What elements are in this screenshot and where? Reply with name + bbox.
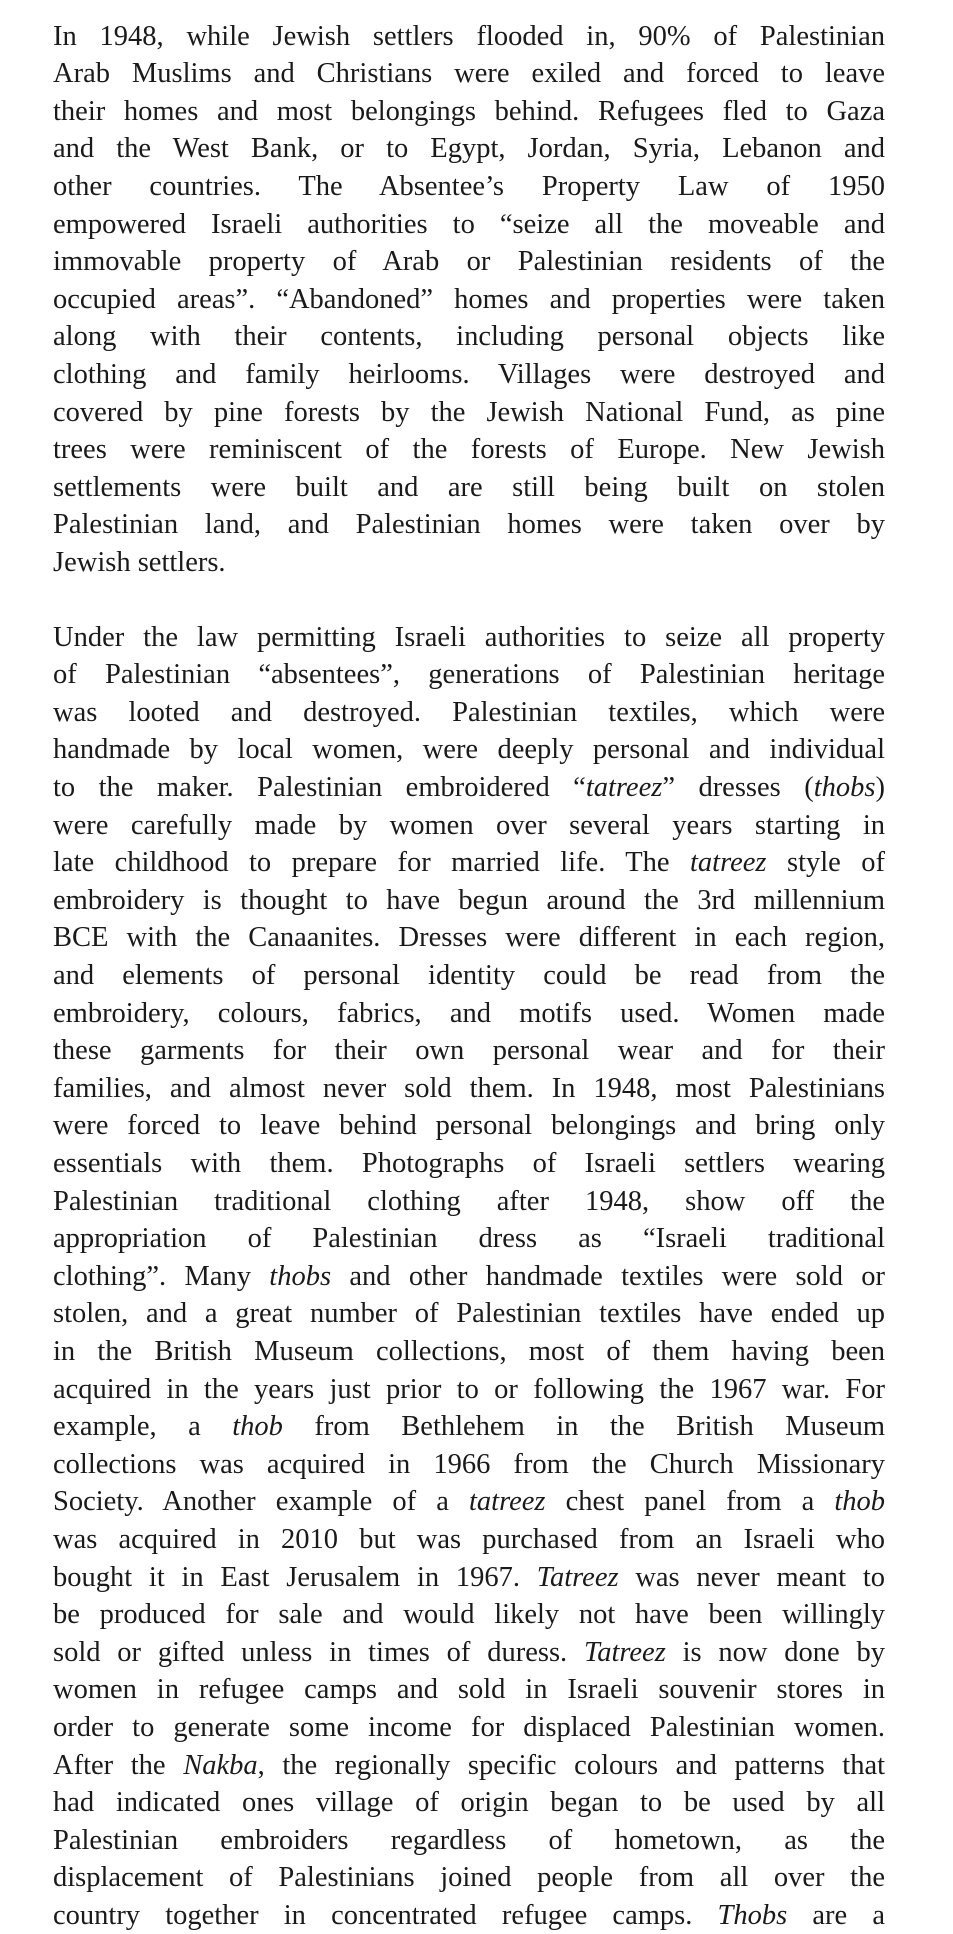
- italic-term: Thobs: [717, 1899, 788, 1931]
- text-run: their homes and most belongings behind. Refugees fled to Gaza: [53, 95, 885, 127]
- text-line: [53, 1070, 885, 1108]
- text-run: chest panel from a: [545, 1486, 835, 1518]
- document-page: [53, 0, 885, 1934]
- text-line: [53, 694, 885, 732]
- text-run: and elements of personal identity could be read from the: [53, 960, 885, 992]
- text-run: immovable property of Arab or Palestinian residents of the: [53, 246, 885, 278]
- text-line: [53, 431, 885, 469]
- text-run: trees were reminiscent of the forests of Europe. New Jewish: [53, 434, 885, 466]
- text-run: late childhood to prepare for married life. The: [53, 847, 691, 879]
- text-run: women in refugee camps and sold in Israeli souvenir stores in: [53, 1674, 885, 1706]
- italic-term: thob: [232, 1411, 283, 1443]
- text-line: [53, 731, 885, 769]
- text-run: bought it in East Jerusalem in 1967.: [53, 1561, 537, 1593]
- text-run: of Palestinian “absentees”, generations of Palestinian heritage: [53, 659, 885, 691]
- text-line: [53, 18, 885, 56]
- text-run: ” dresses (: [662, 772, 814, 804]
- text-run: Society. Another example of a: [53, 1486, 469, 1518]
- text-run: After the: [53, 1749, 184, 1781]
- text-line: [53, 1747, 885, 1785]
- text-run: settlements were built and are still being built on stolen: [53, 471, 885, 503]
- text-run: displacement of Palestinians joined people from all over the: [53, 1862, 885, 1894]
- text-line: [53, 1107, 885, 1145]
- text-run: empowered Israeli authorities to “seize all the moveable and: [53, 208, 885, 240]
- text-run: was acquired in 2010 but was purchased from an Israeli who: [53, 1523, 885, 1555]
- text-line: [53, 1897, 885, 1934]
- italic-term: thobs: [269, 1260, 332, 1292]
- text-line: [53, 469, 885, 507]
- text-line: [53, 1822, 885, 1860]
- text-run: and other handmade textiles were sold or: [331, 1260, 885, 1292]
- text-line: [53, 1521, 885, 1559]
- document-body: [53, 18, 885, 1934]
- italic-term: Tatreez: [583, 1636, 666, 1668]
- text-run: In 1948, while Jewish settlers flooded in, 90% of Palestinian: [53, 20, 885, 52]
- text-line: [53, 995, 885, 1033]
- text-line: [53, 957, 885, 995]
- text-run: in the British Museum collections, most of them having been: [53, 1335, 885, 1367]
- text-line: [53, 93, 885, 131]
- text-run: these garments for their own personal wear and for their: [53, 1035, 885, 1067]
- text-run: ): [875, 772, 885, 804]
- text-run: occupied areas”. “Abandoned” homes and properties were taken: [53, 283, 885, 315]
- text-run: Palestinian land, and Palestinian homes were taken over by: [53, 509, 885, 541]
- cutoff-previous-line: [53, 0, 885, 18]
- text-line: [53, 1295, 885, 1333]
- text-run: are a: [787, 1899, 885, 1931]
- text-line: [53, 356, 885, 394]
- text-run: from Bethlehem in the British Museum: [282, 1411, 885, 1443]
- italic-term: thobs: [813, 772, 876, 804]
- text-run: and the West Bank, or to Egypt, Jordan, Syria, Lebanon and: [53, 133, 885, 165]
- text-run: is now done by: [665, 1636, 885, 1668]
- text-run: be produced for sale and would likely not have been willingly: [53, 1599, 885, 1631]
- text-line: [53, 1333, 885, 1371]
- text-line: [53, 281, 885, 319]
- text-line: [53, 844, 885, 882]
- text-line: [53, 1032, 885, 1070]
- text-run: order to generate some income for displaced Palestinian women.: [53, 1711, 885, 1743]
- text-line: [53, 1859, 885, 1897]
- italic-term: Tatreez: [536, 1561, 619, 1593]
- italic-term: thob: [834, 1486, 885, 1518]
- text-line: [53, 506, 885, 544]
- text-line: [53, 1408, 885, 1446]
- text-line: [53, 1446, 885, 1484]
- text-run: clothing and family heirlooms. Villages were destroyed and: [53, 358, 885, 390]
- text-run: embroidery is thought to have begun around the 3rd millennium: [53, 884, 885, 916]
- text-run: were carefully made by women over several years starting in: [53, 809, 885, 841]
- text-line: [53, 1634, 885, 1672]
- text-run: , the regionally specific colours and patterns that: [257, 1749, 885, 1781]
- text-run: country together in concentrated refugee camps.: [53, 1899, 718, 1931]
- text-run: stolen, and a great number of Palestinian textiles have ended up: [53, 1298, 885, 1330]
- text-run: clothing”. Many: [53, 1260, 270, 1292]
- text-line: [53, 55, 885, 93]
- text-run: Arab Muslims and Christians were exiled and forced to leave: [53, 58, 885, 90]
- text-run: example, a: [53, 1411, 233, 1443]
- text-line: [53, 656, 885, 694]
- text-run: was looted and destroyed. Palestinian textiles, which were: [53, 696, 885, 728]
- text-run: Palestinian traditional clothing after 1948, show off the: [53, 1185, 885, 1217]
- text-run: sold or gifted unless in times of duress.: [53, 1636, 584, 1668]
- text-line: [53, 394, 885, 432]
- text-run: other countries. The Absentee’s Property Law of 1950: [53, 170, 885, 202]
- paragraph-1: [53, 18, 885, 582]
- text-run: handmade by local women, were deeply personal and individual: [53, 734, 885, 766]
- text-run: families, and almost never sold them. In 1948, most Palestinians: [53, 1072, 885, 1104]
- text-line: [53, 1671, 885, 1709]
- text-run: to the maker. Palestinian embroidered “: [53, 772, 586, 804]
- text-run: had indicated ones village of origin began to be used by all: [53, 1787, 885, 1819]
- text-line: [53, 619, 885, 657]
- text-line: [53, 130, 885, 168]
- text-line: [53, 1183, 885, 1221]
- text-line: [53, 243, 885, 281]
- paragraph-2: [53, 619, 885, 1934]
- text-line: [53, 318, 885, 356]
- text-run: were forced to leave behind personal belongings and bring only: [53, 1110, 885, 1142]
- text-line: [53, 807, 885, 845]
- text-line: [53, 168, 885, 206]
- text-line: [53, 1145, 885, 1183]
- text-run: collections was acquired in 1966 from the Church Missionary: [53, 1448, 885, 1480]
- text-line: [53, 544, 885, 582]
- text-line: [53, 1596, 885, 1634]
- text-run: appropriation of Palestinian dress as “Israeli traditional: [53, 1223, 885, 1255]
- text-run: style of: [766, 847, 885, 879]
- text-line: [53, 1483, 885, 1521]
- text-line: [53, 1258, 885, 1296]
- text-line: [53, 919, 885, 957]
- text-line: [53, 206, 885, 244]
- italic-term: tatreez: [690, 847, 767, 879]
- text-line: [53, 1371, 885, 1409]
- text-run: essentials with them. Photographs of Israeli settlers wearing: [53, 1148, 885, 1179]
- text-run: Jewish settlers.: [53, 546, 226, 578]
- text-line: [53, 769, 885, 807]
- text-run: BCE with the Canaanites. Dresses were different in each region,: [53, 922, 885, 954]
- text-run: acquired in the years just prior to or following the 1967 war. For: [53, 1373, 885, 1405]
- text-line: [53, 1784, 885, 1822]
- text-run: covered by pine forests by the Jewish National Fund, as pine: [53, 396, 885, 428]
- text-line: [53, 882, 885, 920]
- text-line: [53, 1220, 885, 1258]
- italic-term: tatreez: [585, 772, 663, 804]
- text-run: Palestinian embroiders regardless of hometown, as the: [53, 1824, 885, 1856]
- text-run: embroidery, colours, fabrics, and motifs used. Women made: [53, 997, 885, 1029]
- text-line: [53, 1559, 885, 1597]
- italic-term: Nakba: [183, 1749, 258, 1781]
- text-line: [53, 1709, 885, 1747]
- text-run: was never meant to: [618, 1561, 885, 1593]
- italic-term: tatreez: [469, 1486, 546, 1518]
- text-run: Under the law permitting Israeli authorities to seize all property: [53, 621, 885, 653]
- text-run: along with their contents, including personal objects like: [53, 321, 885, 353]
